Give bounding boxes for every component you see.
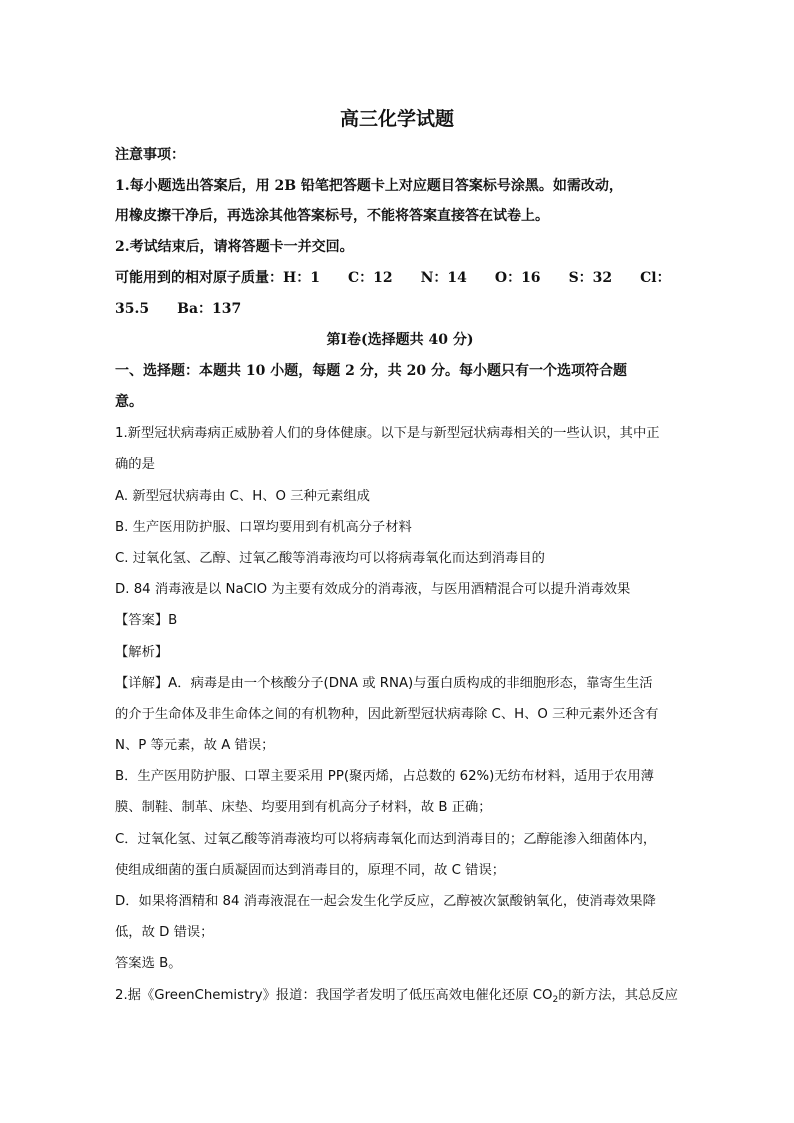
q2-stem-before: 2.据《GreenChemistry》报道：我国学者发明了低压高效电催化还原 CO [115,988,553,1003]
q1-option-a: A. 新型冠状病毒由 C、H、O 三种元素组成 [115,489,370,504]
q1-detail-line-7: 使组成细菌的蛋白质凝固而达到消毒目的，原理不同，故 C 错误； [115,863,506,878]
atomic-masses-line-1 [115,267,685,289]
notice-item-1-line-1: 1.每小题选出答案后，用 2B 铅笔把答题卡上对应题目答案标号涂黑。如需改动， [115,178,623,194]
q1-detail-line-10: 答案选 B。 [115,956,182,971]
q1-detail-line-3: N、P 等元素，故 A 错误； [115,738,275,753]
q1-detail-line-9: 低，故 D 错误； [115,925,214,940]
atomic-mass-cl: Cl： [640,270,671,286]
q1-option-d: D. 84 消毒液是以 NaClO 为主要有效成分的消毒液，与医用酒精混合可以提升消毒效果 [115,582,631,597]
q1-detail-line-2: 的介于生命体及非生命体之间的有机物种，因此新型冠状病毒除 C、H、O 三种元素外还含有 [115,707,659,722]
q1-stem-line-1: 1.新型冠状病毒病正威胁着人们的身体健康。以下是与新型冠状病毒相关的一些认识，其中正 [115,426,660,441]
q1-detail-line-4: B．生产医用防护服、口罩主要采用 PP(聚丙烯，占总数的 62%)无纺布材料，适用于农用薄 [115,769,654,784]
atomic-mass-n: N：14 [420,270,467,286]
q1-option-c: C. 过氧化氢、乙醇、过氧乙酸等消毒液均可以将病毒氧化而达到消毒目的 [115,551,545,566]
q1-option-b: B. 生产医用防护服、口罩均要用到有机高分子材料 [115,520,412,535]
q1-detail-line-1: 【详解】A．病毒是由一个核酸分子(DNA 或 RNA)与蛋白质构成的非细胞形态，靠寄生生活 [115,676,653,691]
atomic-mass-cl-value: 35.5 [115,301,150,317]
notice-item-2: 2.考试结束后，请将答题卡一并交回。 [115,239,354,255]
atomic-mass-s: S：32 [568,270,613,286]
notice-heading: 注意事项： [115,147,185,163]
q1-detail-line-8: D．如果将酒精和 84 消毒液混在一起会发生化学反应，乙醇被次氯酸钠氧化，使消毒效果降 [115,894,656,909]
atomic-mass-c: C：12 [347,270,393,286]
part1-instruction-line-2: 意。 [115,394,143,410]
section-title: 第Ⅰ卷(选择题共 40 分) [326,332,474,348]
notice-item-1-line-2: 用橡皮擦干净后，再选涂其他答案标号，不能将答案直接答在试卷上。 [115,208,549,224]
atomic-masses-line-2 [115,298,685,320]
q2-stem-after: 的新方法，其总反应 [558,988,678,1003]
page-title: 高三化学试题 [339,108,454,130]
part1-instruction-line-1: 一、选择题：本题共 10 小题，每题 2 分，共 20 分。每小题只有一个选项符合题 [115,363,627,379]
q1-detail-line-5: 膜、制鞋、制革、床垫、均要用到有机高分子材料，故 B 正确； [115,800,492,815]
q2-stem-line-1 [115,985,685,1011]
q1-analysis-label: 【解析】 [115,645,169,660]
atomic-mass-h: H：1 [283,270,320,286]
q1-answer: 【答案】B [115,613,178,628]
q1-detail-line-6: C．过氧化氢、过氧乙酸等消毒液均可以将病毒氧化而达到消毒目的；乙醇能渗入细菌体内， [115,832,657,847]
q2-stem-subscript: 2 [552,995,559,1005]
atomic-mass-ba: Ba：137 [177,301,242,317]
q1-stem-line-2: 确的是 [115,457,155,472]
atomic-masses-label: 可能用到的相对原子质量： [115,270,283,286]
atomic-mass-o: O：16 [494,270,541,286]
